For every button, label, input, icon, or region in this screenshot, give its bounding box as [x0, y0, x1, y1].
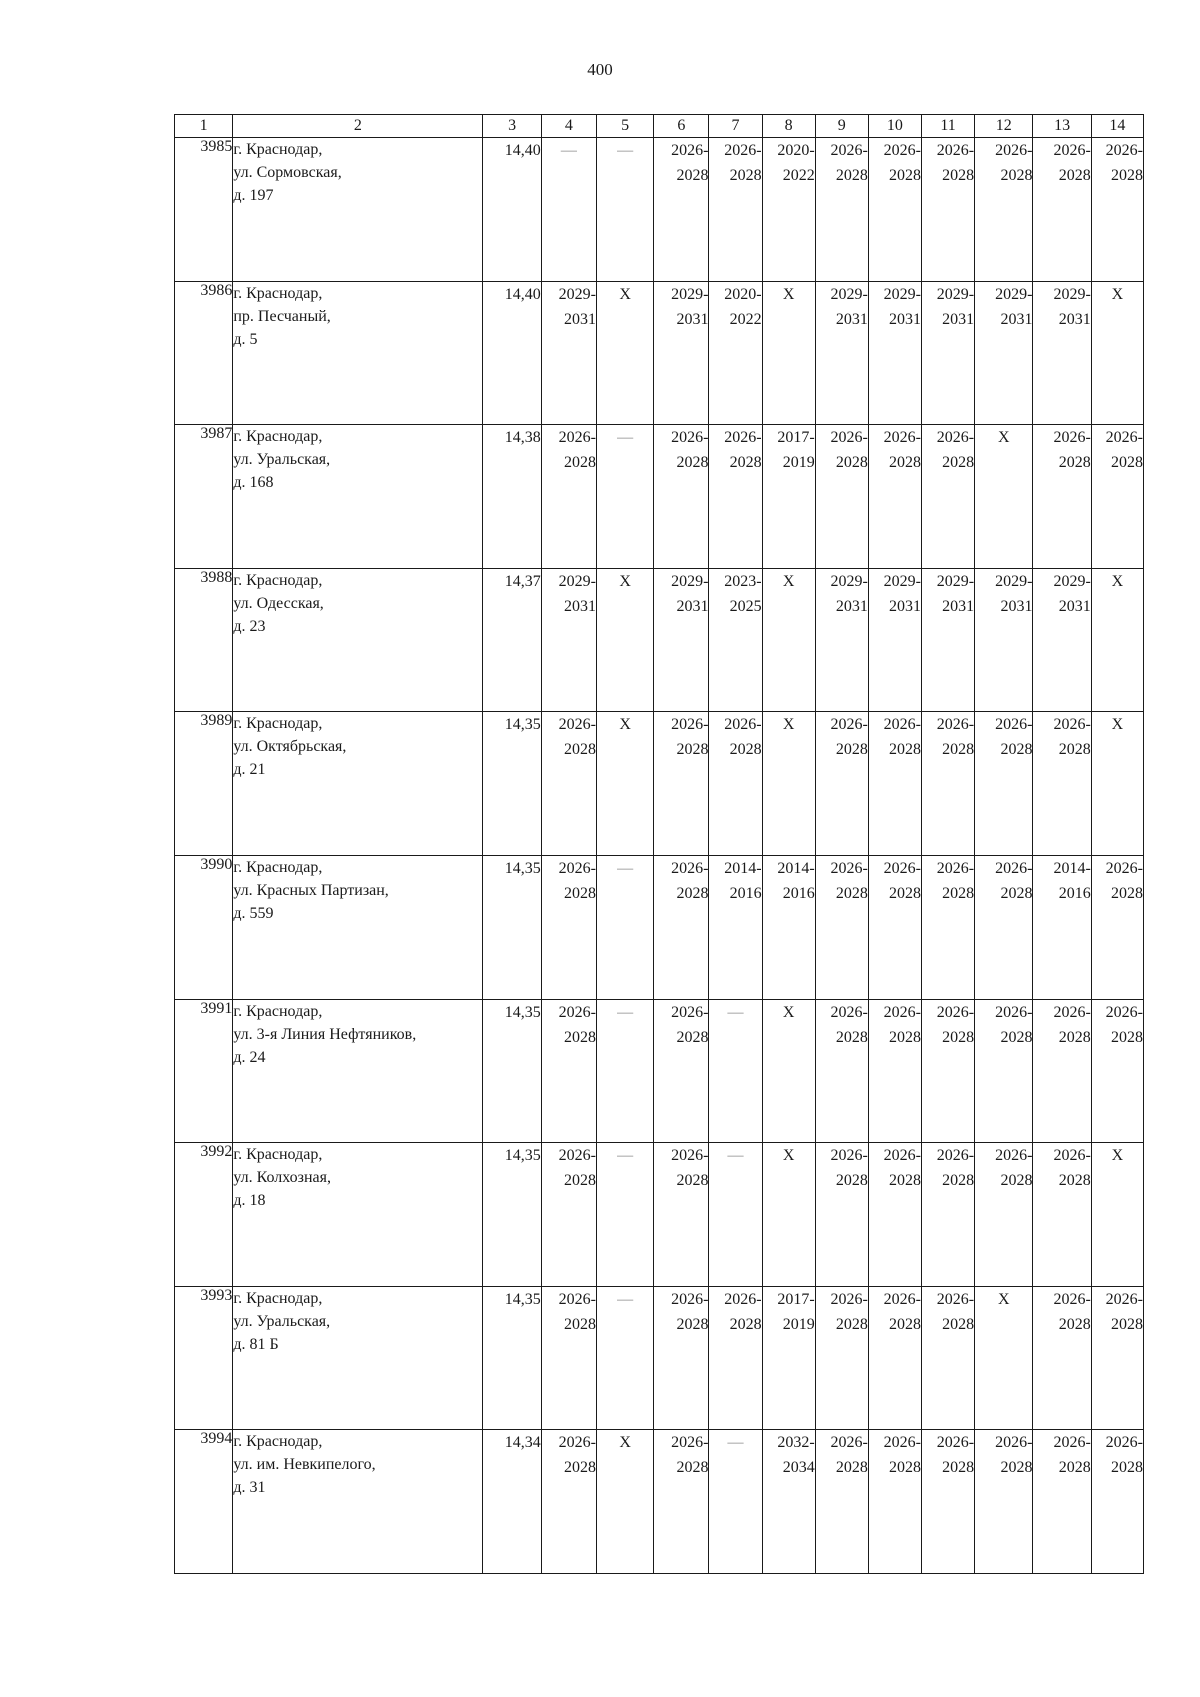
period-cell-col-12: 2029- 2031: [975, 281, 1033, 425]
column-header-9: 9: [815, 115, 868, 138]
period-cell-col-10: 2026- 2028: [868, 1286, 921, 1430]
table-row: [175, 712, 1144, 856]
period-cell-col-6: 2026- 2028: [654, 138, 709, 282]
address-line: г. Краснодар,: [233, 428, 323, 446]
period-cell-col-6: 2026- 2028: [654, 712, 709, 856]
period-cell-col-11: 2029- 2031: [921, 281, 974, 425]
address-line: ул. 3-я Линия Нефтяников,: [233, 1025, 417, 1043]
table-row: [175, 1143, 1144, 1287]
value-cell: 14,37: [483, 568, 541, 712]
address-line: д. 559: [233, 904, 274, 922]
period-cell-col-8: Х: [762, 1143, 815, 1287]
table-row: [175, 138, 1144, 282]
period-cell-col-4: 2026- 2028: [541, 1430, 596, 1574]
table-row: [175, 425, 1144, 569]
period-cell-col-4: 2026- 2028: [541, 1143, 596, 1287]
address-line: г. Краснодар,: [233, 1146, 323, 1164]
column-header-12: 12: [975, 115, 1033, 138]
period-cell-col-9: 2026- 2028: [815, 855, 868, 999]
period-cell-col-8: Х: [762, 568, 815, 712]
period-cell-col-5: Х: [596, 712, 653, 856]
period-cell-col-14: 2026- 2028: [1091, 138, 1143, 282]
period-cell-col-6: 2026- 2028: [654, 999, 709, 1143]
address-line: д. 24: [233, 1048, 266, 1066]
address-line: г. Краснодар,: [233, 1002, 323, 1020]
period-cell-col-6: 2026- 2028: [654, 1143, 709, 1287]
period-cell-col-13: 2029- 2031: [1033, 281, 1091, 425]
period-cell-col-5: —: [596, 999, 653, 1143]
address-line: д. 5: [233, 330, 258, 348]
period-cell-col-10: 2029- 2031: [868, 568, 921, 712]
address-line: д. 197: [233, 187, 274, 204]
period-cell-col-10: 2026- 2028: [868, 712, 921, 856]
period-cell-col-4: 2026- 2028: [541, 712, 596, 856]
table-body: [175, 138, 1144, 1574]
period-cell-col-7: 2026- 2028: [709, 1286, 762, 1430]
period-cell-col-6: 2026- 2028: [654, 855, 709, 999]
row-number-text: 3986: [200, 281, 233, 299]
row-number: [175, 712, 233, 856]
column-header-13: 13: [1033, 115, 1091, 138]
period-cell-col-4: 2026- 2028: [541, 1286, 596, 1430]
value-cell: 14,35: [483, 855, 541, 999]
row-number-text: 3990: [200, 855, 233, 873]
period-cell-col-13: 2029- 2031: [1033, 568, 1091, 712]
period-cell-col-11: 2026- 2028: [921, 1143, 974, 1287]
period-cell-col-14: 2026- 2028: [1091, 855, 1143, 999]
address-line: г. Краснодар,: [233, 1289, 323, 1307]
period-cell-col-9: 2026- 2028: [815, 712, 868, 856]
value-cell: 14,35: [483, 1286, 541, 1430]
column-header-1: 1: [175, 115, 233, 138]
column-header-7: 7: [709, 115, 762, 138]
period-cell-col-4: 2029- 2031: [541, 281, 596, 425]
header-row: [175, 115, 1144, 138]
value-cell: 14,35: [483, 1143, 541, 1287]
period-cell-col-11: 2026- 2028: [921, 999, 974, 1143]
row-number-text: 3991: [200, 999, 233, 1017]
period-cell-col-6: 2026- 2028: [654, 1286, 709, 1430]
column-header-11: 11: [921, 115, 974, 138]
row-number: [175, 425, 233, 569]
period-cell-col-8: 2017- 2019: [762, 1286, 815, 1430]
address-line: ул. Одесская,: [233, 594, 324, 612]
address-cell: [233, 1286, 483, 1430]
value-cell: 14,40: [483, 281, 541, 425]
period-cell-col-8: Х: [762, 712, 815, 856]
period-cell-col-7: —: [709, 999, 762, 1143]
period-cell-col-12: 2026- 2028: [975, 1430, 1033, 1574]
address-cell: [233, 999, 483, 1143]
period-cell-col-13: 2026- 2028: [1033, 712, 1091, 856]
period-cell-col-7: —: [709, 1143, 762, 1287]
period-cell-col-11: 2026- 2028: [921, 425, 974, 569]
period-cell-col-13: 2026- 2028: [1033, 1286, 1091, 1430]
address-line: ул. Уральская,: [233, 1312, 331, 1330]
period-cell-col-13: 2026- 2028: [1033, 999, 1091, 1143]
period-cell-col-13: 2026- 2028: [1033, 1430, 1091, 1574]
address-line: д. 21: [233, 761, 266, 779]
period-cell-col-5: —: [596, 855, 653, 999]
period-cell-col-5: —: [596, 1286, 653, 1430]
period-cell-col-7: 2020- 2022: [709, 281, 762, 425]
address-line: д. 31: [233, 1479, 266, 1497]
period-cell-col-12: 2026- 2028: [975, 999, 1033, 1143]
period-cell-col-4: 2026- 2028: [541, 855, 596, 999]
row-number: [175, 1286, 233, 1430]
address-line: г. Краснодар,: [233, 571, 323, 589]
period-cell-col-8: Х: [762, 281, 815, 425]
period-cell-col-6: 2026- 2028: [654, 425, 709, 569]
period-cell-col-10: 2026- 2028: [868, 855, 921, 999]
period-cell-col-9: 2026- 2028: [815, 1286, 868, 1430]
row-number: [175, 1430, 233, 1574]
period-cell-col-10: 2026- 2028: [868, 1143, 921, 1287]
period-cell-col-5: Х: [596, 568, 653, 712]
address-cell: [233, 855, 483, 999]
value-cell: 14,35: [483, 712, 541, 856]
address-cell: [233, 1143, 483, 1287]
period-cell-col-8: 2014- 2016: [762, 855, 815, 999]
table-row: [175, 281, 1144, 425]
period-cell-col-7: 2026- 2028: [709, 425, 762, 569]
period-cell-col-10: 2029- 2031: [868, 281, 921, 425]
period-cell-col-7: —: [709, 1430, 762, 1574]
period-cell-col-9: 2026- 2028: [815, 999, 868, 1143]
address-line: ул. им. Невкипелого,: [233, 1456, 376, 1474]
address-cell: [233, 138, 483, 282]
period-cell-col-12: 2026- 2028: [975, 855, 1033, 999]
column-header-14: 14: [1091, 115, 1143, 138]
period-cell-col-9: 2026- 2028: [815, 138, 868, 282]
period-cell-col-14: 2026- 2028: [1091, 1430, 1143, 1574]
row-number-text: 3994: [200, 1430, 233, 1448]
period-cell-col-7: 2023- 2025: [709, 568, 762, 712]
row-number: [175, 281, 233, 425]
period-cell-col-5: —: [596, 138, 653, 282]
address-line: д. 81 Б: [233, 1335, 279, 1353]
period-cell-col-13: 2026- 2028: [1033, 1143, 1091, 1287]
address-line: ул. Уральская,: [233, 451, 331, 469]
period-cell-col-7: 2026- 2028: [709, 712, 762, 856]
address-line: ул. Красных Партизан,: [233, 881, 389, 899]
row-number-text: 3992: [200, 1143, 233, 1161]
period-cell-col-12: Х: [975, 425, 1033, 569]
period-cell-col-10: 2026- 2028: [868, 425, 921, 569]
period-cell-col-11: 2026- 2028: [921, 1286, 974, 1430]
row-number-text: 3989: [200, 712, 233, 730]
period-cell-col-12: 2026- 2028: [975, 1143, 1033, 1287]
period-cell-col-14: Х: [1091, 568, 1143, 712]
address-line: ул. Октябрьская,: [233, 738, 347, 756]
address-cell: [233, 1430, 483, 1574]
table-row: [175, 855, 1144, 999]
period-cell-col-13: 2014- 2016: [1033, 855, 1091, 999]
period-cell-col-14: Х: [1091, 712, 1143, 856]
period-cell-col-12: 2026- 2028: [975, 138, 1033, 282]
period-cell-col-10: 2026- 2028: [868, 999, 921, 1143]
period-cell-col-6: 2026- 2028: [654, 1430, 709, 1574]
address-line: г. Краснодар,: [233, 141, 323, 158]
address-line: пр. Песчаный,: [233, 307, 331, 325]
value-cell: 14,34: [483, 1430, 541, 1574]
table-row: [175, 999, 1144, 1143]
period-cell-col-12: Х: [975, 1286, 1033, 1430]
page-number: 400: [587, 60, 613, 79]
address-line: д. 168: [233, 474, 274, 492]
address-line: г. Краснодар,: [233, 284, 323, 302]
row-number-text: 3985: [200, 138, 233, 155]
column-header-6: 6: [654, 115, 709, 138]
period-cell-col-11: 2026- 2028: [921, 1430, 974, 1574]
period-cell-col-14: 2026- 2028: [1091, 999, 1143, 1143]
row-number: [175, 855, 233, 999]
period-cell-col-9: 2026- 2028: [815, 1143, 868, 1287]
address-line: г. Краснодар,: [233, 715, 323, 733]
period-cell-col-4: —: [541, 138, 596, 282]
address-line: д. 18: [233, 1192, 266, 1210]
period-cell-col-12: 2026- 2028: [975, 712, 1033, 856]
period-cell-col-13: 2026- 2028: [1033, 425, 1091, 569]
period-cell-col-8: 2032- 2034: [762, 1430, 815, 1574]
address-line: г. Краснодар,: [233, 858, 323, 876]
period-cell-col-12: 2029- 2031: [975, 568, 1033, 712]
row-number: [175, 568, 233, 712]
period-cell-col-5: Х: [596, 1430, 653, 1574]
period-cell-col-10: 2026- 2028: [868, 1430, 921, 1574]
column-header-2: 2: [233, 115, 483, 138]
period-cell-col-11: 2029- 2031: [921, 568, 974, 712]
address-cell: [233, 568, 483, 712]
period-cell-col-11: 2026- 2028: [921, 712, 974, 856]
column-header-8: 8: [762, 115, 815, 138]
period-cell-col-9: 2026- 2028: [815, 1430, 868, 1574]
row-number-text: 3987: [200, 425, 233, 443]
period-cell-col-4: 2026- 2028: [541, 999, 596, 1143]
column-header-5: 5: [596, 115, 653, 138]
period-cell-col-14: 2026- 2028: [1091, 425, 1143, 569]
period-cell-col-9: 2029- 2031: [815, 568, 868, 712]
period-cell-col-11: 2026- 2028: [921, 855, 974, 999]
address-cell: [233, 712, 483, 856]
period-cell-col-9: 2029- 2031: [815, 281, 868, 425]
value-cell: 14,40: [483, 138, 541, 282]
row-number-text: 3988: [200, 568, 233, 586]
housing-schedule-table: [174, 114, 1144, 1574]
address-cell: [233, 425, 483, 569]
period-cell-col-14: 2026- 2028: [1091, 1286, 1143, 1430]
table-row: [175, 1430, 1144, 1574]
period-cell-col-8: 2020- 2022: [762, 138, 815, 282]
period-cell-col-6: 2029- 2031: [654, 281, 709, 425]
address-line: г. Краснодар,: [233, 1433, 323, 1451]
table-row: [175, 1286, 1144, 1430]
column-header-3: 3: [483, 115, 541, 138]
period-cell-col-4: 2026- 2028: [541, 425, 596, 569]
column-header-10: 10: [868, 115, 921, 138]
period-cell-col-7: 2026- 2028: [709, 138, 762, 282]
period-cell-col-8: 2017- 2019: [762, 425, 815, 569]
address-line: ул. Сормовская,: [233, 164, 342, 181]
period-cell-col-11: 2026- 2028: [921, 138, 974, 282]
period-cell-col-14: Х: [1091, 281, 1143, 425]
column-header-4: 4: [541, 115, 596, 138]
period-cell-col-5: Х: [596, 281, 653, 425]
row-number: [175, 1143, 233, 1287]
period-cell-col-4: 2029- 2031: [541, 568, 596, 712]
period-cell-col-6: 2029- 2031: [654, 568, 709, 712]
period-cell-col-5: —: [596, 425, 653, 569]
row-number: [175, 999, 233, 1143]
row-number-text: 3993: [200, 1286, 233, 1304]
period-cell-col-5: —: [596, 1143, 653, 1287]
value-cell: 14,38: [483, 425, 541, 569]
value-cell: 14,35: [483, 999, 541, 1143]
period-cell-col-14: Х: [1091, 1143, 1143, 1287]
period-cell-col-13: 2026- 2028: [1033, 138, 1091, 282]
period-cell-col-7: 2014- 2016: [709, 855, 762, 999]
table-row: [175, 568, 1144, 712]
row-number: [175, 138, 233, 282]
period-cell-col-8: Х: [762, 999, 815, 1143]
address-line: д. 23: [233, 617, 266, 635]
address-line: ул. Колхозная,: [233, 1169, 332, 1187]
address-cell: [233, 281, 483, 425]
period-cell-col-10: 2026- 2028: [868, 138, 921, 282]
period-cell-col-9: 2026- 2028: [815, 425, 868, 569]
